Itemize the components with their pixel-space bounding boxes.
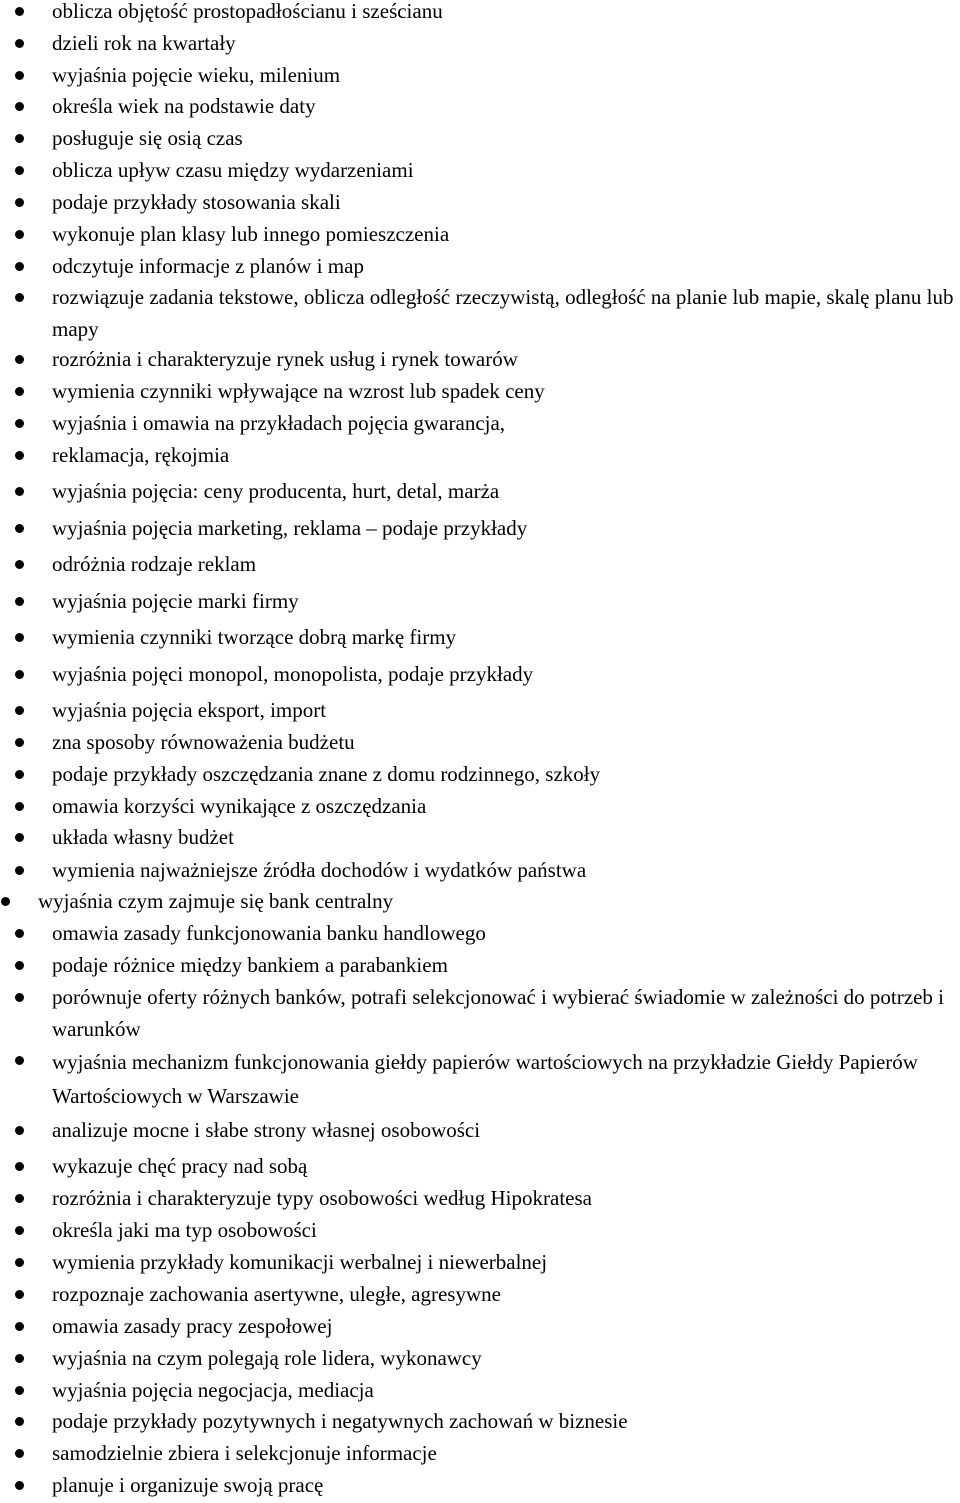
list-item-text: wyjaśnia pojęcia negocjacja, mediacja <box>52 1378 374 1402</box>
list-item-text: wyjaśnia pojęcie marki firmy <box>52 589 299 613</box>
bullet-icon <box>15 166 24 175</box>
bullet-icon <box>15 451 24 460</box>
bullet-icon <box>15 670 24 679</box>
bullet-icon <box>15 1056 24 1065</box>
bullet-icon <box>15 961 24 970</box>
bullet-icon <box>15 1162 24 1171</box>
list-item-text: posługuje się osią czas <box>52 126 243 150</box>
list-item-text: wyjaśnia pojęcia: ceny producenta, hurt, detal, marża <box>52 479 500 503</box>
bullet-icon <box>15 487 24 496</box>
list-item-text: podaje różnice między bankiem a parabankiem <box>52 953 448 977</box>
list-item-text: układa własny budżet <box>52 825 234 849</box>
list-item-text: wyjaśnia mechanizm funkcjonowania giełdy papierów wartościowych na przykładzie Giełdy Papierów Wartościowych w Warszawie <box>52 1050 918 1108</box>
list-item-text: określa jaki ma typ osobowości <box>52 1218 317 1242</box>
list-item-text: rozróżnia i charakteryzuje typy osobowości według Hipokratesa <box>52 1186 592 1210</box>
bullet-icon <box>15 39 24 48</box>
bullet-icon <box>15 1386 24 1395</box>
list-item-text: wykonuje plan klasy lub innego pomieszczenia <box>52 222 450 246</box>
bullet-icon <box>15 355 24 364</box>
list-item-text: oblicza objętość prostopadłościanu i sześcianu <box>52 0 443 23</box>
list-item-text: odczytuje informacje z planów i map <box>52 254 364 278</box>
list-item-text: wyjaśnia czym zajmuje się bank centralny <box>38 889 394 913</box>
bullet-icon <box>15 1481 24 1490</box>
list-item-text: planuje i organizuje swoją pracę <box>52 1473 324 1497</box>
bullet-icon <box>15 866 24 875</box>
bullet-icon <box>15 102 24 111</box>
bullet-icon <box>15 1194 24 1203</box>
list-item-text: rozpoznaje zachowania asertywne, uległe, agresywne <box>52 1282 501 1306</box>
bullet-icon <box>15 993 24 1002</box>
list-item-text: omawia korzyści wynikające z oszczędzania <box>52 794 427 818</box>
list-item-text: wyjaśnia na czym polegają role lidera, wykonawcy <box>52 1346 482 1370</box>
bullet-icon <box>1 897 10 906</box>
bullet-icon <box>15 71 24 80</box>
bullet-icon <box>15 560 24 569</box>
bullet-icon <box>15 524 24 533</box>
bullet-icon <box>15 387 24 396</box>
list-item-text: rozwiązuje zadania tekstowe, oblicza odległość rzeczywistą, odległość na planie lub mapie, skalę planu lub mapy <box>52 285 954 341</box>
list-item-text: wyjaśnia pojęci monopol, monopolista, podaje przykłady <box>52 662 534 686</box>
bullet-icon <box>15 134 24 143</box>
bullet-icon <box>15 802 24 811</box>
list-item-text: podaje przykłady stosowania skali <box>52 190 341 214</box>
list-item-text: wymienia przykłady komunikacji werbalnej i niewerbalnej <box>52 1250 548 1274</box>
list-item-text: analizuje mocne i słabe strony własnej osobowości <box>52 1118 481 1142</box>
bullet-icon <box>15 597 24 606</box>
bullet-icon <box>15 419 24 428</box>
list-item-text: wykazuje chęć pracy nad sobą <box>52 1154 308 1178</box>
bullet-icon <box>15 198 24 207</box>
list-item-text: odróżnia rodzaje reklam <box>52 552 257 576</box>
bullet-icon <box>15 7 24 16</box>
list-item-text: omawia zasady pracy zespołowej <box>52 1314 333 1338</box>
bullet-icon <box>15 929 24 938</box>
bullet-icon <box>15 1290 24 1299</box>
bullet-icon <box>15 1258 24 1267</box>
list-item-text: omawia zasady funkcjonowania banku handlowego <box>52 921 486 945</box>
bullet-icon <box>15 633 24 642</box>
list-item-text: podaje przykłady oszczędzania znane z domu rodzinnego, szkoły <box>52 762 601 786</box>
list-item-text: wymienia najważniejsze źródła dochodów i wydatków państwa <box>52 858 587 882</box>
bullet-icon <box>15 1417 24 1426</box>
bullet-icon <box>15 706 24 715</box>
list-item-text: wyjaśnia pojęcia marketing, reklama – podaje przykłady <box>52 516 528 540</box>
bullet-icon <box>15 833 24 842</box>
list-item-text: określa wiek na podstawie daty <box>52 94 316 118</box>
bullet-icon <box>15 1449 24 1458</box>
list-item-text: samodzielnie zbiera i selekcjonuje informacje <box>52 1441 437 1465</box>
bullet-icon <box>15 738 24 747</box>
bullet-icon <box>15 1322 24 1331</box>
list-item-text: oblicza upływ czasu między wydarzeniami <box>52 158 414 182</box>
list-item-text: wyjaśnia pojęcia eksport, import <box>52 698 327 722</box>
list-item-text: wymienia czynniki tworzące dobrą markę firmy <box>52 625 457 649</box>
bullet-icon <box>15 262 24 271</box>
list-item-text: podaje przykłady pozytywnych i negatywnych zachowań w biznesie <box>52 1409 628 1433</box>
list-item-text: wymienia czynniki wpływające na wzrost lub spadek ceny <box>52 379 545 403</box>
bullet-icon <box>15 1226 24 1235</box>
list-item-text: dzieli rok na kwartały <box>52 31 236 55</box>
bullet-icon <box>15 1354 24 1363</box>
bullet-icon <box>15 293 24 302</box>
list-item-text: wyjaśnia i omawia na przykładach pojęcia gwarancja, <box>52 411 506 435</box>
list-item-text: zna sposoby równoważenia budżetu <box>52 730 355 754</box>
bullet-icon <box>15 230 24 239</box>
list-item-text: rozróżnia i charakteryzuje rynek usług i rynek towarów <box>52 347 518 371</box>
bullet-icon <box>15 770 24 779</box>
bullet-icon <box>15 1126 24 1135</box>
list-item-text: porównuje oferty różnych banków, potrafi selekcjonować i wybierać świadomie w zależności do potrzeb i warunków <box>52 985 944 1041</box>
list-item-text: reklamacja, rękojmia <box>52 443 230 467</box>
list-item-text: wyjaśnia pojęcie wieku, milenium <box>52 63 341 87</box>
